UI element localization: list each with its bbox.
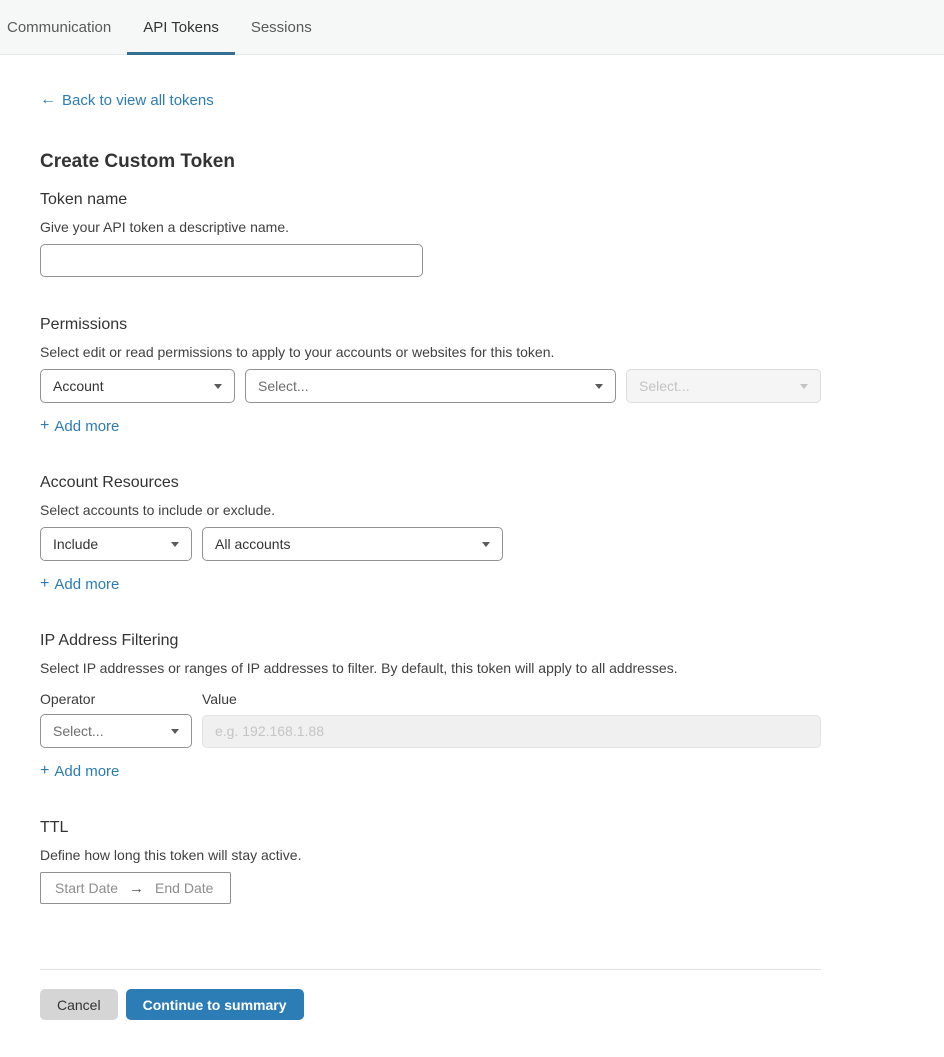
tab-label: API Tokens: [143, 18, 219, 36]
chevron-down-icon: [800, 384, 808, 389]
permissions-heading: Permissions: [40, 316, 128, 333]
ip-operator-select[interactable]: [40, 714, 192, 748]
chevron-down-icon: [595, 384, 603, 389]
ip-filtering-controls-row: [40, 714, 821, 748]
end-date-placeholder: End Date: [155, 880, 214, 896]
form-content: [40, 55, 821, 1057]
token-name-section: [40, 190, 821, 277]
account-resources-description: Select accounts to include or exclude.: [40, 502, 276, 518]
back-link-label: Back to view all tokens: [62, 91, 214, 109]
start-date-placeholder: Start Date: [55, 880, 119, 896]
account-resources-heading: Account Resources: [40, 474, 179, 491]
resource-mode-select[interactable]: [40, 527, 192, 561]
operator-label: Operator: [40, 691, 96, 707]
select-value: Account: [53, 378, 104, 394]
tab-label: Communication: [7, 18, 112, 36]
token-name-description: Give your API token a descriptive name.: [40, 219, 290, 235]
value-label: Value: [202, 691, 237, 707]
ttl-heading: TTL: [40, 819, 69, 836]
back-to-tokens-link[interactable]: [40, 91, 214, 109]
ttl-description: Define how long this token will stay active.: [40, 847, 302, 863]
account-resources-controls-row: [40, 527, 821, 561]
add-more-label: Add more: [54, 417, 120, 435]
permission-scope-select[interactable]: [40, 369, 235, 403]
ip-filtering-labels-row: [40, 691, 821, 707]
account-resources-add-more-link[interactable]: [40, 575, 119, 593]
permissions-controls-row: [40, 369, 821, 403]
permissions-section: [40, 315, 821, 435]
select-value: Select...: [639, 378, 690, 394]
select-value: Select...: [53, 723, 104, 739]
footer-actions: [40, 989, 821, 1020]
select-value: Select...: [258, 378, 309, 394]
chevron-down-icon: [171, 729, 179, 734]
left-arrow-icon: ←: [40, 91, 56, 108]
ip-filtering-heading: IP Address Filtering: [40, 632, 179, 649]
chevron-down-icon: [171, 542, 179, 547]
tab-api-tokens[interactable]: [127, 0, 235, 54]
tab-sessions[interactable]: [235, 0, 328, 54]
add-more-label: Add more: [54, 575, 120, 593]
plus-icon: +: [40, 417, 50, 434]
add-more-label: Add more: [54, 762, 120, 780]
ttl-date-range-picker[interactable]: [40, 872, 231, 904]
permission-group-select[interactable]: [245, 369, 616, 403]
chevron-down-icon: [214, 384, 222, 389]
permission-access-level-select: [626, 369, 821, 403]
tab-label: Sessions: [250, 18, 312, 36]
plus-icon: +: [40, 762, 50, 779]
right-arrow-icon: →: [129, 879, 145, 897]
plus-icon: +: [40, 575, 50, 592]
footer-divider: [40, 969, 821, 970]
ip-value-input: [202, 715, 821, 748]
continue-to-summary-button[interactable]: Continue to summary: [126, 989, 304, 1020]
permissions-add-more-link[interactable]: [40, 417, 119, 435]
account-resources-section: [40, 473, 821, 593]
page-title: Create Custom Token: [40, 151, 235, 172]
ttl-section: [40, 818, 821, 904]
permissions-description: Select edit or read permissions to apply to your accounts or websites for this token.: [40, 344, 555, 360]
chevron-down-icon: [482, 542, 490, 547]
resource-accounts-select[interactable]: [202, 527, 503, 561]
ip-filtering-section: [40, 631, 821, 780]
select-value: All accounts: [215, 536, 291, 552]
token-name-heading: Token name: [40, 191, 128, 208]
cancel-button[interactable]: Cancel: [40, 989, 118, 1020]
ip-filtering-description: Select IP addresses or ranges of IP addresses to filter. By default, this token will apply to all addresses.: [40, 660, 678, 676]
tab-communication[interactable]: [7, 0, 127, 54]
select-value: Include: [53, 536, 99, 552]
tab-bar: [0, 0, 944, 55]
ip-filtering-add-more-link[interactable]: [40, 762, 119, 780]
token-name-input[interactable]: [40, 244, 423, 277]
